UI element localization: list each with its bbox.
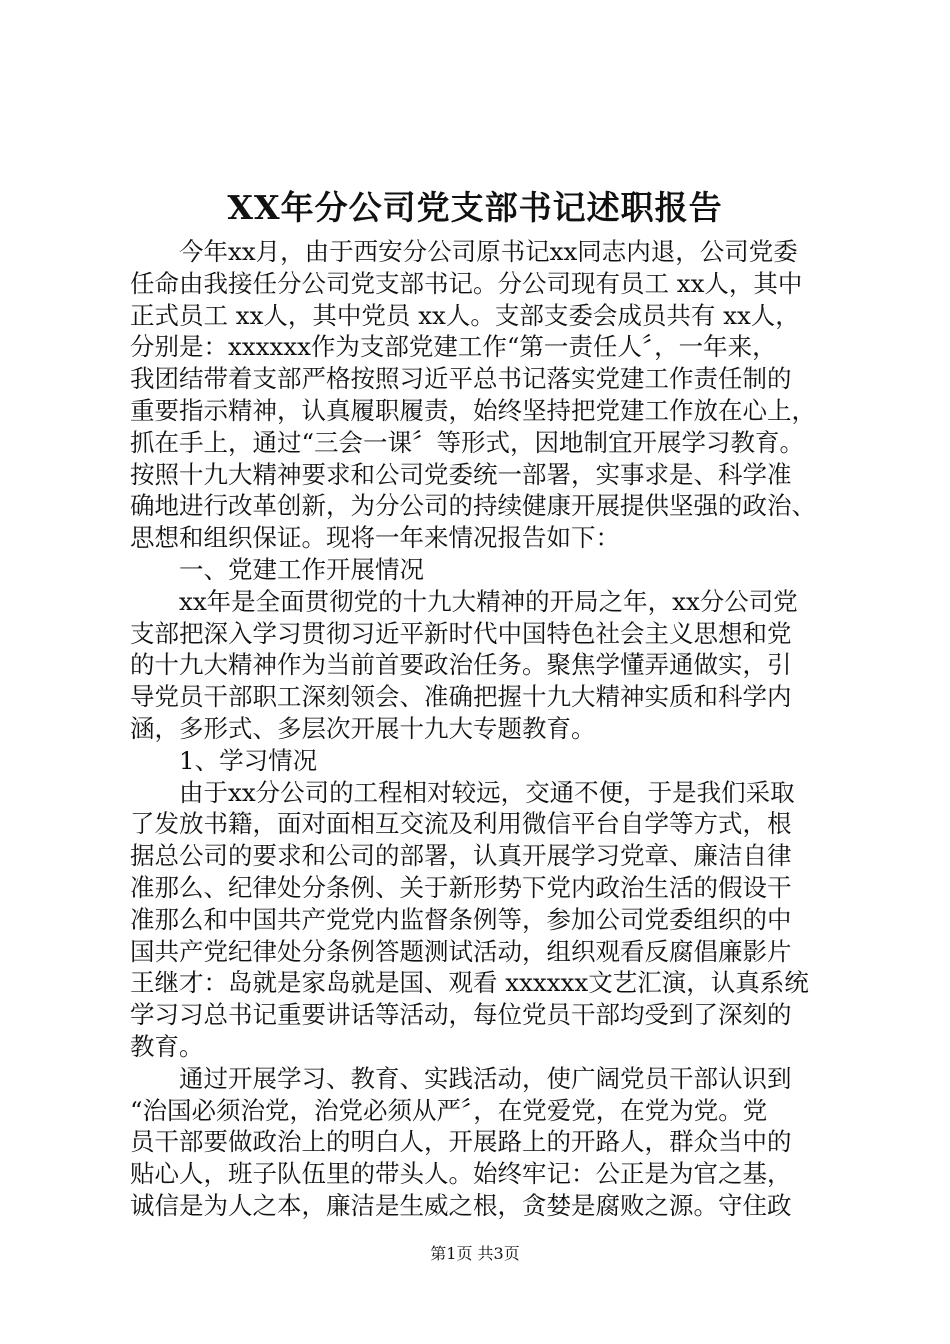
body-line: 的十九大精神作为当前首要政治任务。聚焦学懂弄通做实，引 — [130, 650, 792, 680]
body-line: 由于xx分公司的工程相对较远，交通不便，于是我们采取 — [130, 777, 795, 807]
body-line: 我团结带着支部严格按照习近平总书记落实党建工作责任制的 — [130, 364, 792, 394]
body-line: xx年是全面贯彻党的十九大精神的开局之年，xx分公司党 — [130, 586, 798, 616]
body-line: 任命由我接任分公司党支部书记。分公司现有员工 xx人，其中 — [130, 268, 803, 298]
body-line: 了发放书籍，面对面相互交流及利用微信平台自学等方式，根 — [130, 809, 792, 839]
body-line: 员干部要做政治上的明白人，开展路上的开路人，群众当中的 — [130, 1127, 792, 1157]
body-line: 学习习总书记重要讲话等活动，每位党员干部均受到了深刻的 — [130, 1000, 792, 1030]
document-title: XX年分公司党支部书记述职报告 — [227, 188, 723, 227]
body-line: 重要指示精神，认真履职履责，始终坚持把党建工作放在心上， — [130, 395, 816, 425]
body-line: 今年xx月，由于西安分公司原书记xx同志内退，公司党委 — [130, 237, 798, 266]
body-line: 通过开展学习、教育、实践活动，使广阔党员干部认识到 — [130, 1063, 792, 1093]
subsection-heading: 1、学习情况 — [130, 745, 318, 775]
body-line: 涵，多形式、多层次开展十九大专题教育。 — [130, 713, 596, 743]
body-line: 支部把深入学习贯彻习近平新时代中国特色社会主义思想和党 — [130, 618, 792, 648]
body-line: 思想和组织保证。现将一年来情况报告如下： — [130, 523, 620, 553]
body-line: 正式员工 xx人，其中党员 xx人。支部支委会成员共有 xx人， — [130, 300, 800, 330]
body-line: 据总公司的要求和公司的部署，认真开展学习党章、廉洁自律 — [130, 841, 792, 871]
body-line: 分别是：xxxxxx作为支部党建工作“第一责任人〞，一年来， — [130, 332, 777, 362]
page-number-footer: 第1页 共3页 — [430, 1244, 520, 1263]
body-line: “治国必须治党，治党必须从严〞，在党爱党，在党为党。党 — [130, 1095, 768, 1125]
document-body — [130, 236, 830, 1222]
body-line: 教育。 — [130, 1031, 204, 1061]
section-heading: 一、党建工作开展情况 — [130, 554, 424, 584]
body-line: 按照十九大精神要求和公司党委统一部署，实事求是、科学准 — [130, 459, 792, 489]
body-line: 王继才：岛就是家岛就是国、观看 xxxxxx文艺汇演，认真系统 — [130, 968, 809, 998]
body-line: 贴心人，班子队伍里的带头人。始终牢记：公正是为官之基， — [130, 1159, 792, 1189]
body-line: 导党员干部职工深刻领会、准确把握十九大精神实质和科学内 — [130, 682, 792, 712]
body-line: 抓在手上，通过“三会一课〞等形式，因地制宜开展学习教育。 — [130, 427, 805, 457]
body-line: 确地进行改革创新，为分公司的持续健康开展提供坚强的政治、 — [130, 491, 816, 521]
body-line: 准那么和中国共产党党内监督条例等，参加公司党委组织的中 — [130, 904, 792, 934]
body-line: 诚信是为人之本，廉洁是生威之根，贪婪是腐败之源。守住政 — [130, 1190, 792, 1220]
body-line: 准那么、纪律处分条例、关于新形势下党内政治生活的假设干 — [130, 872, 792, 902]
body-line: 国共产党纪律处分条例答题测试活动，组织观看反腐倡廉影片 — [130, 936, 792, 966]
